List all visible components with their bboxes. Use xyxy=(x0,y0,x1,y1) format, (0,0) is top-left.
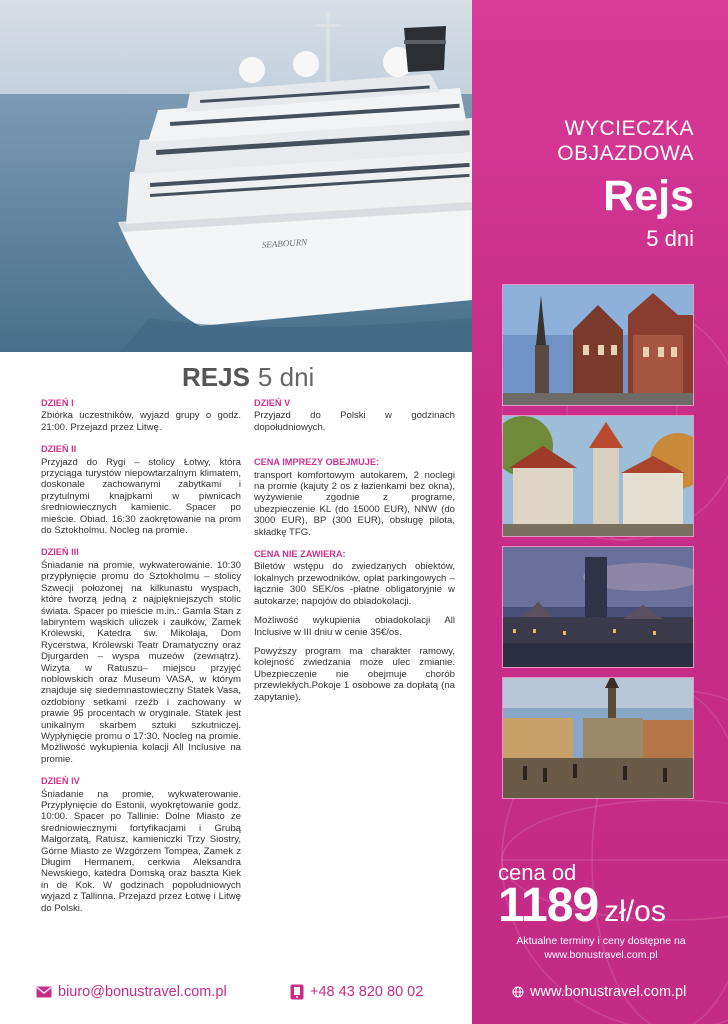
price-excludes-title: CENA NIE ZAWIERA: xyxy=(254,549,346,560)
footer-phone-text[interactable]: +48 43 820 80 02 xyxy=(310,984,424,1000)
photo-stockholm xyxy=(502,546,694,668)
day-4-text: Śniadanie na promie, wykwaterowanie. Przypłynięcie do Estonii, wyokrętowanie godz. 10:00. Spacer po Tallinie: Dolne Miasto ze średniowiecznymi fortyfikacjami i Grubą Małgorzatą, Ratusz, kamieniczki Trzy Siostry, Górne Miasto ze Wzgórzem Tompea, Zamek z Długim Hermanem, cerkwia Aleksandra Newskiego, katedra Domską oraz baszta Kiek in de Kok. W godzinach popołudniowych wyjazd z Tallinna. Przejazd przez Łotwę i Litwę do Polski. xyxy=(41,788,241,914)
trip-title: Rejs xyxy=(603,172,694,220)
photo-tallinn-walls xyxy=(502,415,694,537)
footer-website[interactable] xyxy=(512,982,686,1002)
price-note xyxy=(498,934,704,962)
day-5 xyxy=(254,398,455,433)
trip-duration: 5 dni xyxy=(646,226,694,251)
day-2-title: DZIEŃ II xyxy=(41,444,77,455)
price-currency: zł/os xyxy=(604,895,666,928)
footer-email[interactable] xyxy=(36,982,227,1002)
kicker-line-2: OBJAZDOWA xyxy=(557,142,694,165)
price-excludes-text: Biletów wstępu do zwiedzanych obiektów, lokalnych przewodników, opłat parkingowych – łącznie 300 SEK/os -płatne obligatoryjnie w autokarze; napojów do obiadokolacji. xyxy=(254,561,455,607)
price-includes xyxy=(254,457,455,538)
page-title xyxy=(182,362,314,393)
footer-website-text[interactable]: www.bonustravel.com.pl xyxy=(530,984,687,1000)
day-2 xyxy=(41,444,241,536)
trip-type xyxy=(557,116,694,166)
day-5-title: DZIEŃ V xyxy=(254,398,291,408)
itinerary-column-2 xyxy=(254,398,455,714)
hero-ship-photo xyxy=(0,0,472,352)
day-1-title: DZIEŃ I xyxy=(41,398,74,408)
price-label: cena od xyxy=(498,860,577,885)
price-amount: 1189 xyxy=(498,879,599,932)
day-1 xyxy=(41,398,241,433)
price-includes-title: CENA IMPREZY OBEJMUJE: xyxy=(254,457,380,468)
day-1-text: Zbiórka uczestników, wyjazd grupy o godz. 21:00. Przejazd przez Litwę. xyxy=(41,410,241,433)
price-note-link[interactable]: www.bonustravel.com.pl xyxy=(544,949,658,961)
price-note-line1: Aktualne terminy i ceny dostępne na xyxy=(516,935,686,947)
footer-phone[interactable] xyxy=(290,982,423,1002)
promo-sidebar xyxy=(472,0,728,1024)
photo-riga xyxy=(502,284,694,406)
day-3 xyxy=(41,547,241,765)
extra-note-2: Powyższy program ma charakter ramowy, kolejność zwiedzania może ulec zmianie. Ubezpieczenie nie obejmuje chorób przewlekłych.Pokoje 1 osobowe za dopłatą (na zapytanie). xyxy=(254,645,455,703)
day-4-title: DZIEŃ IV xyxy=(41,776,80,787)
day-3-text: Śniadanie na promie, wykwaterowanie. 10:30 przypłynięcie promu do Sztokholmu – stolicy Szwecji położonej na kilkunastu wyspach, które tworzą jedną z najpiękniejszych stolic świata. Spacer po mieście m.in.: Gamla Stan z labiryntem wąskich uliczek i zaułków, Zamek Królewski, Katedra św. Mikołaja, Dom Rycerstwa, Królewski Teatr Dramatyczny oraz Djurgarden – wyspa muzeów (zewnątrz). Wizyta w Ratuszu– miejscu przyjęć noblowskich oraz Museum VASA, w którym znajduje się siedemnastowieczny Statek Vasa, ozdobiony setkami rzeźb i zachowany w prawie 95 procentach w oryginale. Statek jest unikalnym skarbem sztuki szkutniczej. Wypłynięcie promu o 17:30. Nocleg na promie. Możliwość wykupienia kolacji All Inclusive na promie. xyxy=(41,559,241,765)
footer-email-text[interactable]: biuro@bonustravel.com.pl xyxy=(58,984,227,1000)
photo-tallinn-square xyxy=(502,677,694,799)
day-5-text: Przyjazd do Polski w godzinach dopołudniowych. xyxy=(254,410,455,433)
price-includes-text: transport komfortowym autokarem, 2 noclegi na promie (kajuty 2 os z łazienkami bez okna), wyżywienie zgodnie z programe, ubezpieczenie KL (do 15000 EUR), NNW (do 3000 EUR), BP (300 EUR), obsługę pilota, składkę TFG. xyxy=(254,469,455,538)
page-title-main: REJS xyxy=(182,362,250,392)
page-title-sub: 5 dni xyxy=(257,362,315,392)
extra-note-1: Możliwość wykupienia obiadokolacji All Inclusive w III dniu w cenie 35€/os. xyxy=(254,615,455,638)
day-4 xyxy=(41,776,241,914)
ship-name-text: SEABOURN xyxy=(261,236,308,250)
price xyxy=(498,878,666,933)
globe-icon xyxy=(512,986,524,998)
envelope-icon xyxy=(36,985,52,999)
itinerary-column-1 xyxy=(41,398,241,925)
phone-icon xyxy=(290,984,304,1000)
day-2-text: Przyjazd do Rygi – stolicy Łotwy, która przyciąga turystów niepowtarzalnym klimatem, doskonale zachowanymi zabytkami i przytulnymi knajpkami w piwnicach średniowiecznych kamienic. Spacer po mieście. Obiad. 16:30 zaokrętowanie na prom do Sztokholmu. Nocleg na promie. xyxy=(41,456,241,537)
day-3-title: DZIEŃ III xyxy=(41,547,79,558)
kicker-line-1: WYCIECZKA xyxy=(564,117,694,140)
price-excludes xyxy=(254,549,455,703)
